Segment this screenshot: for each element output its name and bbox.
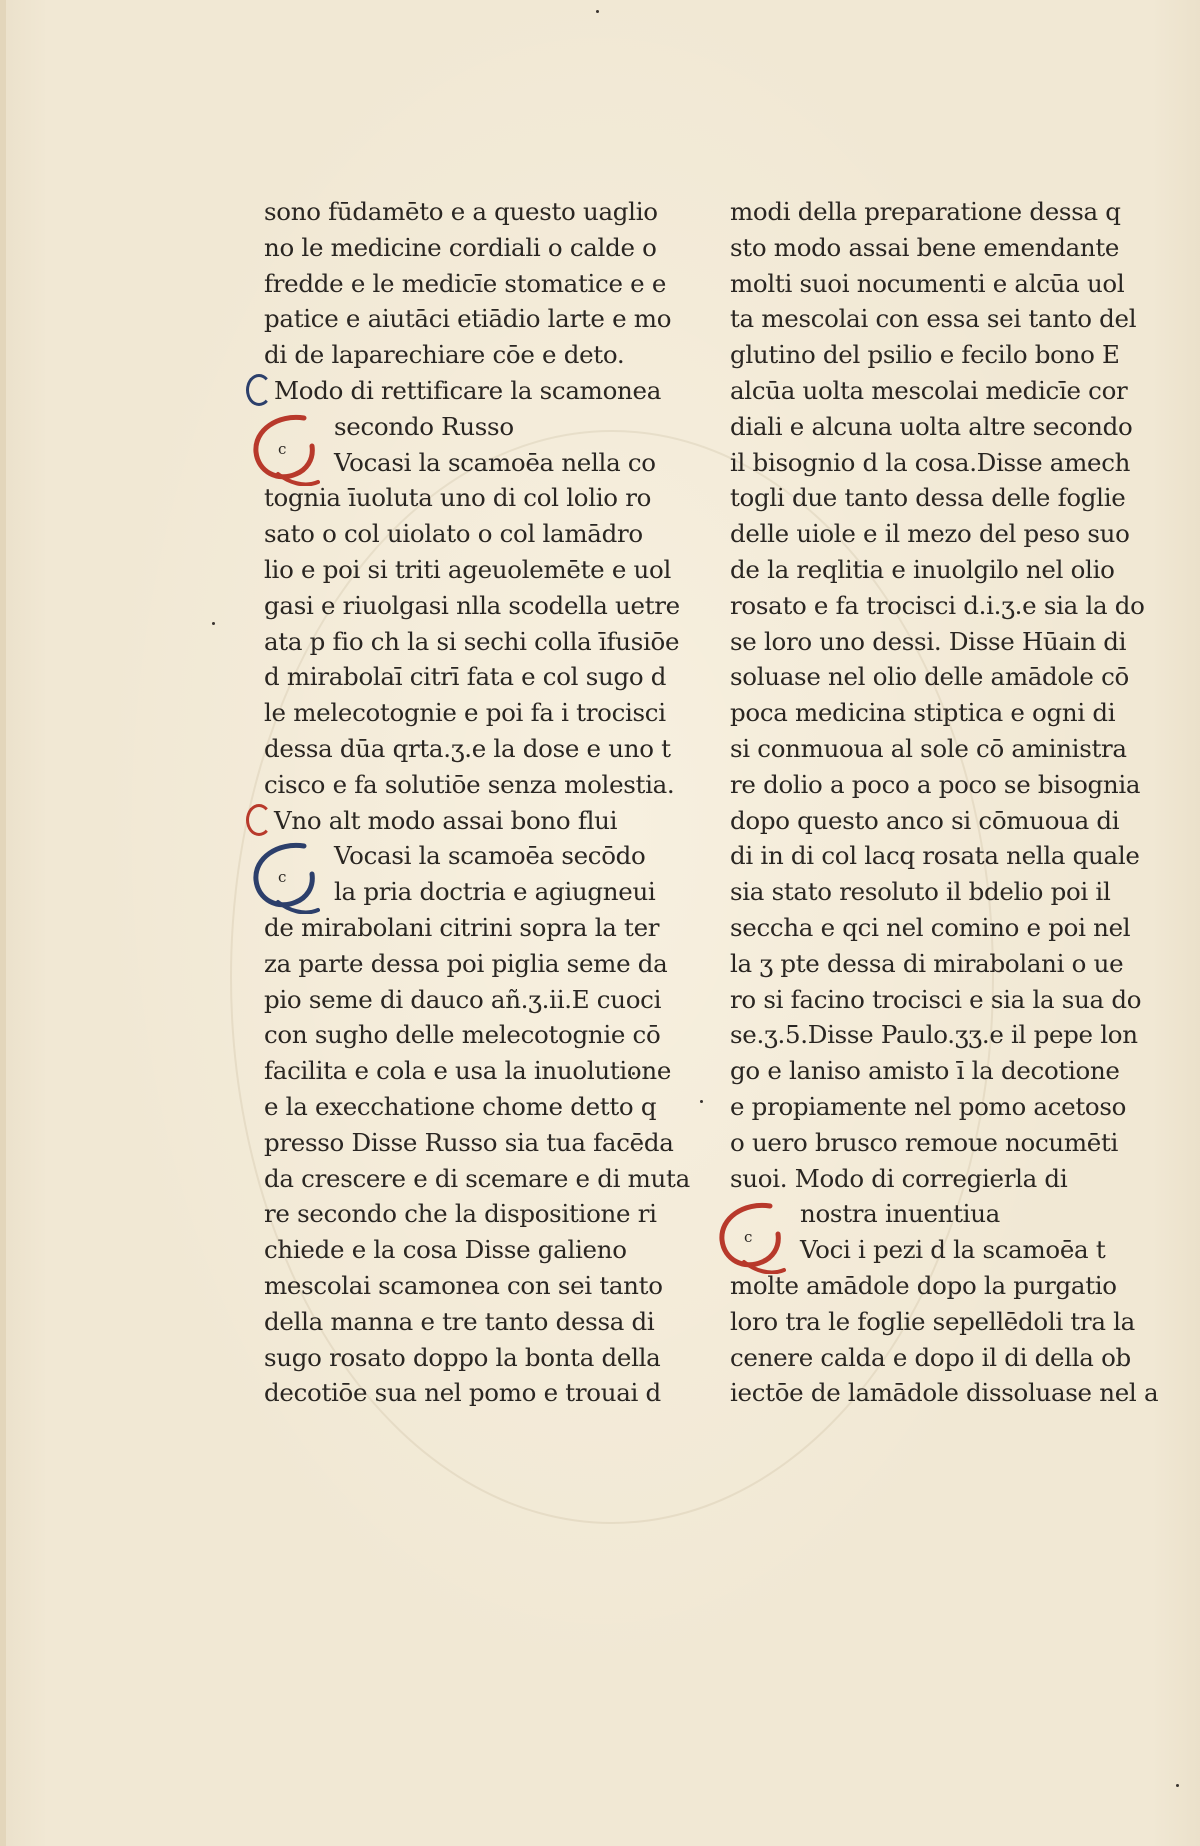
- text-line: re secondo che la dispositione ri: [264, 1199, 657, 1229]
- text-line: ata p fio ch la si sechi colla īfusiōe: [264, 626, 680, 656]
- text-line: dopo questo anco si cōmuoua di: [730, 805, 1120, 835]
- rubric-heading: [246, 803, 664, 839]
- text-line: Vocasi la scamoēa secōdo: [334, 841, 646, 871]
- guide-letter: c: [744, 1228, 753, 1246]
- text-line: gasi e riuolgasi nlla scodella uetre: [264, 590, 680, 620]
- text-line: pio seme di dauco añ.ʒ.ii.E cuoci: [264, 984, 662, 1014]
- text-line: sto modo assai bene emendante: [730, 232, 1120, 262]
- text-line: fredde e le medicīe stomatice e e: [264, 268, 667, 298]
- text-line: d mirabolaī citrī fata e col sugo d: [264, 662, 667, 692]
- text-line: facilita e cola e usa la inuolutione: [264, 1056, 672, 1086]
- text-line: re dolio a poco a poco se bisognia: [730, 769, 1141, 799]
- text-line: il bisognio d la cosa.Disse amech: [730, 447, 1131, 477]
- text-line: con sugho delle melecotognie cō: [264, 1020, 661, 1050]
- text-line: chiede e la cosa Disse galieno: [264, 1235, 627, 1265]
- text-line: molti suoi nocumenti e alcūa uol: [730, 268, 1125, 298]
- text-line: seccha e qci nel comino e poi nel: [730, 912, 1131, 942]
- text-line: di in di col lacq rosata nella quale: [730, 841, 1140, 871]
- text-line: sono fūdamēto e a questo uaglio: [264, 197, 658, 226]
- pilcrow-icon: [246, 804, 272, 836]
- rubric-heading-cont: secondo Russo: [334, 411, 514, 441]
- text-line: togli due tanto dessa delle foglie: [730, 483, 1126, 513]
- red-initial-q: [714, 1200, 786, 1274]
- text-line: poca medicina stiptica e ogni di: [730, 698, 1116, 728]
- rubric-heading-cont: nostra inuentiua: [800, 1199, 1000, 1229]
- rubric-heading: [730, 1161, 1130, 1197]
- pilcrow-icon: [246, 374, 272, 406]
- text-line: alcūa uolta mescolai medicīe cor: [730, 375, 1128, 405]
- paper-speck: [700, 1100, 703, 1103]
- text-line: di de laparechiare cōe e deto.: [264, 340, 625, 370]
- text-line: e la execchatione chome detto q: [264, 1091, 657, 1121]
- text-line: sugo rosato doppo la bonta della: [264, 1342, 661, 1372]
- text-line: loro tra le foglie sepellēdoli tra la: [730, 1306, 1135, 1336]
- text-line: molte amādole dopo la purgatio: [730, 1270, 1117, 1300]
- text-line: se.ʒ.5.Disse Paulo.ʒʒ.e il pepe lon: [730, 1020, 1138, 1050]
- text-line: delle uiole e il mezo del peso suo: [730, 519, 1130, 549]
- text-line: de la reqlitia e inuolgilo nel olio: [730, 554, 1115, 584]
- text-line: cisco e fa solutiōe senza molestia.: [264, 769, 675, 799]
- guide-letter: c: [278, 868, 287, 886]
- paper-speck: [596, 10, 599, 13]
- text-line: ro si facino trocisci e sia la sua do: [730, 984, 1142, 1014]
- rubric-heading: [246, 373, 664, 409]
- text-line: patice e aiutāci etiādio larte e mo: [264, 304, 672, 334]
- text-line: ta mescolai con essa sei tanto del: [730, 304, 1137, 334]
- text-line: sia stato resoluto il bdelio poi il: [730, 877, 1111, 907]
- text-line: mescolai scamonea con sei tanto: [264, 1270, 663, 1300]
- red-initial-q: [248, 412, 320, 486]
- guide-letter: c: [278, 440, 287, 458]
- text-line: Voci i pezi d la scamoēa t: [800, 1235, 1106, 1265]
- text-line: della manna e tre tanto dessa di: [264, 1306, 655, 1336]
- text-line: la pria doctria e agiugneui: [334, 877, 656, 907]
- text-line: no le medicine cordiali o calde o: [264, 232, 657, 262]
- text-line: Vocasi la scamoēa nella co: [334, 447, 656, 477]
- text-line: rosato e fa trocisci d.i.ʒ.e sia la do: [730, 590, 1145, 620]
- text-line: cenere calda e dopo il di della ob: [730, 1342, 1131, 1372]
- text-line: iectōe de lamādole dissoluase nel a: [730, 1378, 1159, 1408]
- text-line: tognia īuoluta uno di col lolio ro: [264, 483, 652, 513]
- text-line: decotiōe sua nel pomo e trouai d: [264, 1378, 661, 1408]
- heading-text: Modo di rettificare la scamonea: [274, 375, 662, 405]
- text-line: sato o col uiolato o col lamādro: [264, 519, 643, 549]
- text-line: za parte dessa poi piglia seme da: [264, 948, 668, 978]
- text-line: diali e alcuna uolta altre secondo: [730, 411, 1133, 441]
- heading-text: Vno alt modo assai bono flui: [274, 805, 618, 835]
- heading-text: suoi. Modo di corregierla di: [730, 1163, 1068, 1193]
- text-line: o uero brusco remoue nocumēti: [730, 1127, 1119, 1157]
- text-line: soluase nel olio delle amādole cō: [730, 662, 1129, 692]
- text-line: lio e poi si triti ageuolemēte e uol: [264, 554, 671, 584]
- right-text-column: [730, 194, 1159, 1411]
- text-line: le melecotognie e poi fa i trocisci: [264, 698, 666, 728]
- text-line: la ʒ pte dessa di mirabolani o ue: [730, 948, 1124, 978]
- blue-initial-q: [248, 840, 320, 914]
- paper-speck: [212, 622, 215, 625]
- text-line: modi della preparatione dessa q: [730, 197, 1121, 226]
- text-line: da crescere e di scemare e di muta: [264, 1163, 690, 1193]
- left-text-column: [264, 194, 690, 1411]
- text-line: e propiamente nel pomo acetoso: [730, 1091, 1127, 1121]
- text-line: glutino del psilio e fecilo bono E: [730, 340, 1120, 370]
- text-line: presso Disse Russo sia tua facēda: [264, 1127, 674, 1157]
- text-line: se loro uno dessi. Disse Hūain di: [730, 626, 1127, 656]
- text-line: dessa dūa qrta.ʒ.e la dose e uno t: [264, 733, 671, 763]
- page-edge: [0, 0, 6, 1846]
- paper-speck: [1176, 1784, 1179, 1787]
- text-line: go e laniso amisto ī la decotione: [730, 1056, 1120, 1086]
- text-line: si conmuoua al sole cō aministra: [730, 733, 1127, 763]
- text-line: de mirabolani citrini sopra la ter: [264, 912, 660, 942]
